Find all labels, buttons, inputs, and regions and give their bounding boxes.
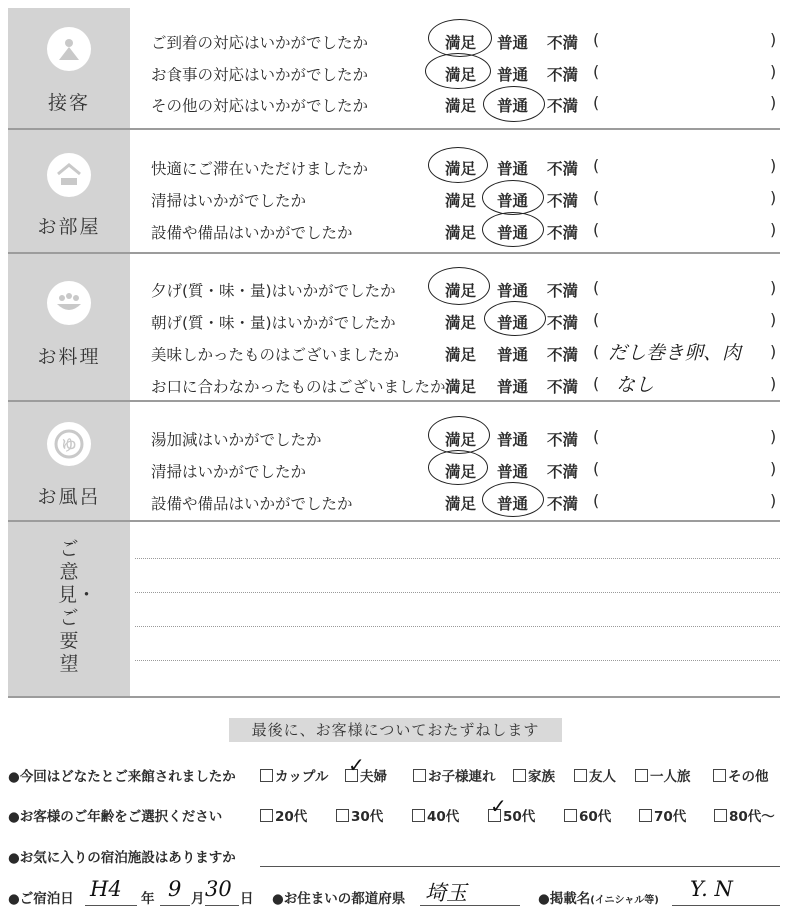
paren-close: ) <box>770 310 777 329</box>
category-panel <box>8 402 130 520</box>
option-normal[interactable]: 普通 <box>497 160 529 178</box>
paren-close: ) <box>770 459 777 478</box>
checkbox-box[interactable] <box>336 809 349 822</box>
checkbox-label: 80代〜 <box>729 809 775 825</box>
paren-close: ) <box>770 156 777 175</box>
checkbox-other[interactable] <box>713 765 769 785</box>
prefecture-label: ●お住まいの都道府県 <box>272 891 406 907</box>
option-satisfied[interactable]: 満足 <box>445 463 477 481</box>
answer-circle <box>483 86 545 122</box>
paren-open: ( <box>593 459 600 478</box>
paren-open: ( <box>593 156 600 175</box>
category-label: お部屋 <box>37 216 101 238</box>
paren-close: ) <box>770 342 777 361</box>
section-room <box>8 130 780 254</box>
checkbox-label: 夫婦 <box>360 769 387 785</box>
option-satisfied[interactable]: 満足 <box>445 160 477 178</box>
paren-open: ( <box>593 188 600 207</box>
stay-day-value: 30 <box>205 877 232 901</box>
option-normal[interactable]: 普通 <box>497 34 529 52</box>
paren-open: ( <box>593 278 600 297</box>
paren-open: ( <box>593 374 600 393</box>
option-satisfied[interactable]: 満足 <box>445 314 477 332</box>
question: お食事の対応はいかがでしたか <box>151 66 369 84</box>
paren-open: ( <box>593 491 600 510</box>
checkbox-friends[interactable] <box>574 765 616 785</box>
question-favorite-facility: ●お気に入りの宿泊施設はありますか <box>8 850 236 866</box>
option-satisfied[interactable]: 満足 <box>445 346 477 364</box>
survey-form <box>8 8 780 696</box>
checkbox-box[interactable] <box>574 769 587 782</box>
paren-open: ( <box>593 342 600 361</box>
answer-circle <box>484 301 546 336</box>
question-age: ●お客様のご年齢をご選択ください <box>8 809 223 825</box>
question: 清掃はいかがでしたか <box>151 463 307 481</box>
checkbox-age-20s[interactable] <box>260 805 307 825</box>
option-satisfied[interactable]: 満足 <box>445 97 477 115</box>
initial-value: Y. N <box>690 877 733 901</box>
option-satisfied[interactable]: 満足 <box>445 282 477 300</box>
question: 美味しかったものはございましたか <box>151 346 400 364</box>
category-panel <box>8 130 130 252</box>
checkbox-box[interactable] <box>260 769 273 782</box>
stay-year-field[interactable] <box>85 905 137 906</box>
checkbox-with-children[interactable] <box>413 765 496 785</box>
category-label: お料理 <box>37 346 101 368</box>
option-dissatisfied[interactable]: 不満 <box>547 66 579 84</box>
question: 設備や備品はいかがでしたか <box>151 495 353 513</box>
answer-circle <box>482 482 544 517</box>
opinion-line[interactable] <box>135 660 780 661</box>
initial-field[interactable] <box>672 905 780 906</box>
option-dissatisfied[interactable]: 不満 <box>547 431 579 449</box>
checkbox-box[interactable] <box>412 809 425 822</box>
opinion-line[interactable] <box>135 626 780 627</box>
paren-close: ) <box>770 374 777 393</box>
prefecture-value: 埼玉 <box>425 881 467 905</box>
opinion-label: ご意見・ご要望 <box>58 538 97 675</box>
paren-open: ( <box>593 62 600 81</box>
option-satisfied[interactable]: 満足 <box>445 66 477 84</box>
stay-date-label: ●ご宿泊日 <box>8 891 74 907</box>
checkbox-age-30s[interactable] <box>336 805 383 825</box>
handwritten-dislike-answer: なし <box>616 374 655 396</box>
checkbox-label: カップル <box>275 769 329 785</box>
answer-circle <box>482 212 544 247</box>
check-mark-icon: ✓ <box>490 794 507 818</box>
room-icon <box>47 153 91 197</box>
paren-close: ) <box>770 188 777 207</box>
checkbox-age-80s-plus[interactable] <box>714 805 775 825</box>
checkbox-label: 友人 <box>589 769 616 785</box>
checkbox-label: 60代 <box>579 809 612 825</box>
option-dissatisfied[interactable]: 不満 <box>547 378 579 396</box>
category-panel <box>8 254 130 400</box>
option-dissatisfied[interactable]: 不満 <box>547 282 579 300</box>
reception-icon <box>47 27 91 71</box>
option-satisfied[interactable]: 満足 <box>445 192 477 210</box>
favorite-facility-field[interactable] <box>260 866 780 867</box>
section-bath <box>8 402 780 522</box>
svg-text:ゆ: ゆ <box>61 436 77 454</box>
option-satisfied[interactable]: 満足 <box>445 378 477 396</box>
option-normal[interactable]: 普通 <box>497 192 529 210</box>
paren-open: ( <box>593 310 600 329</box>
year-unit: 年 <box>141 891 155 907</box>
option-dissatisfied[interactable]: 不満 <box>547 346 579 364</box>
opinion-section <box>8 522 780 698</box>
category-label: お風呂 <box>37 486 101 508</box>
question: その他の対応はいかがでしたか <box>151 97 369 115</box>
bath-icon <box>47 422 91 466</box>
checkbox-age-70s[interactable] <box>639 805 686 825</box>
checkbox-age-60s[interactable] <box>564 805 611 825</box>
paren-close: ) <box>770 93 777 112</box>
checkbox-box[interactable] <box>713 769 726 782</box>
checkbox-solo[interactable] <box>635 765 691 785</box>
stay-month-field[interactable] <box>160 905 190 906</box>
option-normal[interactable]: 普通 <box>497 463 529 481</box>
answer-circle <box>425 53 491 89</box>
answer-circle <box>428 267 490 305</box>
checkbox-label: 40代 <box>427 809 460 825</box>
day-unit: 日 <box>240 891 254 907</box>
checkbox-box[interactable] <box>513 769 526 782</box>
question: ご到着の対応はいかがでしたか <box>151 34 369 52</box>
paren-close: ) <box>770 62 777 81</box>
handwritten-delicious-answer: だし巻き卵、肉 <box>608 342 742 364</box>
checkbox-couple[interactable] <box>260 765 328 785</box>
checkbox-label: 20代 <box>275 809 308 825</box>
option-normal[interactable]: 普通 <box>497 224 529 242</box>
paren-open: ( <box>593 93 600 112</box>
initial-label <box>538 887 659 907</box>
section-reception <box>8 8 780 130</box>
checkbox-box[interactable] <box>413 769 426 782</box>
paren-close: ) <box>770 427 777 446</box>
checkbox-box[interactable] <box>714 809 727 822</box>
checkbox-box[interactable] <box>260 809 273 822</box>
cuisine-icon <box>47 281 91 325</box>
stay-year-value: H4 <box>90 877 122 901</box>
opinion-line[interactable] <box>135 592 780 593</box>
option-satisfied[interactable]: 満足 <box>445 34 477 52</box>
checkbox-label: 50代 <box>503 809 536 825</box>
checkbox-label: その他 <box>728 769 769 785</box>
option-normal[interactable]: 普通 <box>497 346 529 364</box>
option-dissatisfied[interactable]: 不満 <box>547 192 579 210</box>
question: お口に合わなかったものはございましたか <box>151 378 446 396</box>
checkbox-label: 30代 <box>351 809 384 825</box>
stay-month-value: 9 <box>168 877 182 901</box>
option-dissatisfied[interactable]: 不満 <box>547 224 579 242</box>
initial-note: (イニシャル等) <box>590 895 659 906</box>
opinion-line[interactable] <box>135 558 780 559</box>
option-dissatisfied[interactable]: 不満 <box>547 160 579 178</box>
option-normal[interactable]: 普通 <box>497 314 529 332</box>
question: 設備や備品はいかがでしたか <box>151 224 353 242</box>
checkbox-box[interactable] <box>564 809 577 822</box>
checkbox-label: お子様連れ <box>428 769 496 785</box>
question: 快適にご滞在いただけましたか <box>151 160 369 178</box>
option-dissatisfied[interactable]: 不満 <box>547 495 579 513</box>
checkbox-family[interactable] <box>513 765 555 785</box>
answer-circle <box>428 416 490 454</box>
category-label: 接客 <box>47 92 90 114</box>
paren-close: ) <box>770 278 777 297</box>
paren-close: ) <box>770 220 777 239</box>
category-panel <box>8 8 130 128</box>
about-you-banner: 最後に、お客様についておたずねします <box>229 718 562 742</box>
prefecture-field[interactable] <box>420 905 520 906</box>
answer-circle <box>482 180 544 215</box>
opinion-label-panel <box>8 522 130 696</box>
answer-circle <box>428 19 492 57</box>
option-normal[interactable]: 普通 <box>497 378 529 396</box>
checkbox-label: 一人旅 <box>650 769 691 785</box>
option-satisfied[interactable]: 満足 <box>445 431 477 449</box>
month-unit: 月 <box>191 891 205 907</box>
question: 夕げ(質・味・量)はいかがでしたか <box>151 282 396 300</box>
checkbox-box[interactable] <box>639 809 652 822</box>
question: 朝げ(質・味・量)はいかがでしたか <box>151 314 396 332</box>
paren-open: ( <box>593 220 600 239</box>
paren-close: ) <box>770 30 777 49</box>
option-dissatisfied[interactable]: 不満 <box>547 314 579 332</box>
initial-label-text: ●掲載名 <box>538 891 591 907</box>
question: 湯加減はいかがでしたか <box>151 431 322 449</box>
question-companion: ●今回はどなたとご来館されましたか <box>8 769 236 785</box>
option-dissatisfied[interactable]: 不満 <box>547 34 579 52</box>
option-satisfied[interactable]: 満足 <box>445 495 477 513</box>
paren-open: ( <box>593 427 600 446</box>
checkbox-box[interactable] <box>635 769 648 782</box>
option-dissatisfied[interactable]: 不満 <box>547 463 579 481</box>
checkbox-age-40s[interactable] <box>412 805 459 825</box>
section-cuisine <box>8 254 780 402</box>
question: 清掃はいかがでしたか <box>151 192 307 210</box>
check-mark-icon: ✓ <box>348 753 365 777</box>
option-normal[interactable]: 普通 <box>497 66 529 84</box>
stay-day-field[interactable] <box>205 905 239 906</box>
paren-close: ) <box>770 491 777 510</box>
option-normal[interactable]: 普通 <box>497 431 529 449</box>
option-normal[interactable]: 普通 <box>497 495 529 513</box>
option-dissatisfied[interactable]: 不満 <box>547 97 579 115</box>
option-normal[interactable]: 普通 <box>497 282 529 300</box>
paren-open: ( <box>593 30 600 49</box>
checkbox-label: 家族 <box>528 769 555 785</box>
answer-circle <box>428 147 488 183</box>
answer-circle <box>428 450 488 485</box>
checkbox-label: 70代 <box>654 809 687 825</box>
option-satisfied[interactable]: 満足 <box>445 224 477 242</box>
option-normal[interactable]: 普通 <box>497 97 529 115</box>
